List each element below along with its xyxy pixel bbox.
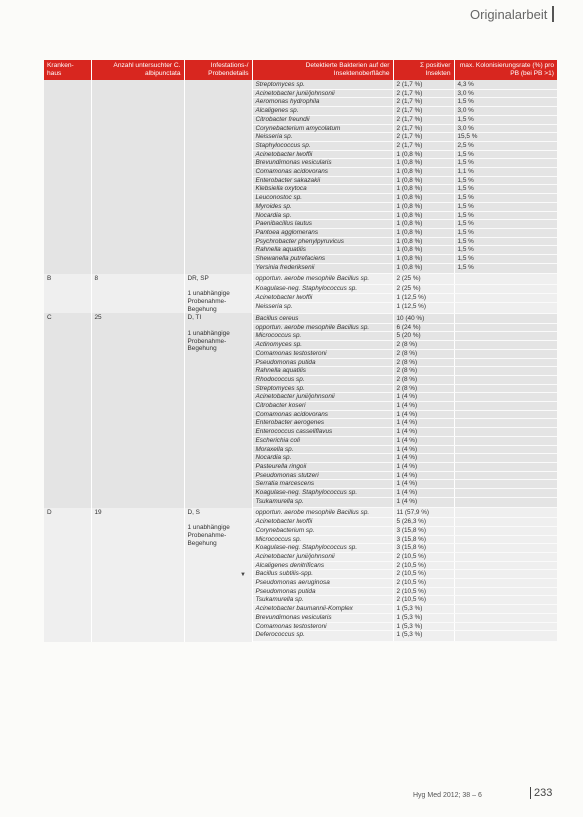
rate-cell [454, 293, 557, 302]
table-row [44, 313, 557, 323]
bacterium-cell: opportun. aerobe mesophile Bacillus sp. [252, 508, 393, 518]
bacterium-cell: Acinetobacter lwoffii [252, 293, 393, 302]
table-row [44, 508, 557, 518]
table-row [44, 274, 557, 284]
rate-cell [454, 605, 557, 614]
details-cell [184, 274, 252, 314]
bacterium-cell: Brevundimonas vesicularis [252, 159, 393, 168]
bacterium-cell: Enterococcus casseliflavus [252, 428, 393, 437]
bacterium-cell: Bacillus cereus [252, 313, 393, 323]
positive-cell: 1 (0,8 %) [393, 159, 454, 168]
table-header [44, 60, 557, 80]
positive-cell: 2 (1,7 %) [393, 124, 454, 133]
details-line: 1 unabhängige [187, 329, 230, 337]
details-line: 1 unabhängige [187, 524, 230, 532]
positive-cell: 2 (8 %) [393, 349, 454, 358]
rate-cell [454, 393, 557, 402]
details-cell [184, 80, 252, 274]
positive-cell: 2 (8 %) [393, 375, 454, 384]
positive-cell: 2 (10,5 %) [393, 570, 454, 579]
positive-cell: 10 (40 %) [393, 313, 454, 323]
rate-cell: 15,5 % [454, 133, 557, 142]
column-header-bacteria: Detektierte Bakterien auf der Insektenoberfläche [252, 60, 393, 80]
rate-cell [454, 419, 557, 428]
column-header-details: Infestations-/ Probendetails [184, 60, 252, 80]
bacterium-cell: Acinetobacter junii/johnsonii [252, 552, 393, 561]
positive-cell: 2 (8 %) [393, 367, 454, 376]
positive-cell: 2 (25 %) [393, 284, 454, 293]
positive-cell: 1 (0,8 %) [393, 255, 454, 264]
bacterium-cell: Rahnella aquatilis [252, 246, 393, 255]
rate-cell: 1,5 % [454, 202, 557, 211]
positive-cell: 1 (5,3 %) [393, 622, 454, 631]
bacterium-cell: Tsukamurella sp. [252, 497, 393, 508]
details-line: Probenahme- [187, 298, 227, 306]
bacterium-cell: Yersinia frederiksenii [252, 263, 393, 274]
bacterium-cell: Acinetobacter junii/johnsonii [252, 393, 393, 402]
bacterium-cell: Klebsiella oxytoca [252, 185, 393, 194]
hospital-cell [44, 80, 91, 274]
details-line [188, 283, 249, 291]
count-cell: 19 [91, 508, 184, 642]
rate-cell: 1,5 % [454, 194, 557, 203]
positive-cell: 1 (0,8 %) [393, 228, 454, 237]
bacterium-cell: Koagulase-neg. Staphylococcus sp. [252, 489, 393, 498]
positive-cell: 2 (1,7 %) [393, 115, 454, 124]
rate-cell [454, 544, 557, 553]
positive-cell: 1 (0,8 %) [393, 185, 454, 194]
rate-cell: 1,5 % [454, 220, 557, 229]
bacterium-cell: Enterobacter sakazakii [252, 176, 393, 185]
positive-cell: 1 (4 %) [393, 428, 454, 437]
rate-cell: 1,5 % [454, 228, 557, 237]
rate-cell [454, 508, 557, 518]
hospital-cell: D [44, 508, 91, 642]
positive-cell: 1 (4 %) [393, 489, 454, 498]
rate-cell [454, 462, 557, 471]
rate-cell: 1,5 % [454, 263, 557, 274]
bacterium-cell: Alcaligenes sp. [252, 107, 393, 116]
positive-cell: 3 (15,8 %) [393, 535, 454, 544]
positive-cell: 1 (4 %) [393, 471, 454, 480]
rate-cell: 1,5 % [454, 159, 557, 168]
positive-cell: 2 (8 %) [393, 384, 454, 393]
positive-cell: 1 (0,8 %) [393, 220, 454, 229]
bacterium-cell: Comamonas testosteroni [252, 622, 393, 631]
hospital-cell: C [44, 313, 91, 507]
positive-cell: 1 (0,8 %) [393, 211, 454, 220]
positive-cell: 2 (10,5 %) [393, 561, 454, 570]
positive-cell: 1 (4 %) [393, 480, 454, 489]
positive-cell: 5 (26,3 %) [393, 518, 454, 527]
bacterium-cell: Pseudomonas putida [252, 587, 393, 596]
rate-cell [454, 436, 557, 445]
bacterium-cell: Acinetobacter lwoffii [252, 150, 393, 159]
bacterium-cell: Micrococcus sp. [252, 332, 393, 341]
bacterium-cell: Corynebacterium sp. [252, 526, 393, 535]
positive-cell: 1 (12,5 %) [393, 293, 454, 302]
positive-cell: 1 (0,8 %) [393, 150, 454, 159]
bacterium-cell: Nocardia sp. [252, 454, 393, 463]
section-divider [552, 6, 554, 22]
positive-cell: 1 (4 %) [393, 436, 454, 445]
rate-cell [454, 284, 557, 293]
details-line: DR, SP [187, 274, 209, 282]
hospital-group [44, 274, 557, 314]
bacterium-cell: Rahnella aquatilis [252, 367, 393, 376]
positive-cell: 1 (5,3 %) [393, 631, 454, 642]
rate-cell: 3,0 % [454, 124, 557, 133]
count-cell: 25 [91, 313, 184, 507]
bacterium-cell: Tsukamurella sp. [252, 596, 393, 605]
details-line: Probenahme- [187, 337, 227, 345]
bacterium-cell: Citrobacter koseri [252, 402, 393, 411]
bacterium-cell: Pasteurella ringoii [252, 462, 393, 471]
rate-cell: 1,5 % [454, 115, 557, 124]
positive-cell: 2 (10,5 %) [393, 579, 454, 588]
column-header-hospital: Kranken-haus [44, 60, 91, 80]
column-header-positive: Σ positiver Insekten [393, 60, 454, 80]
positive-cell: 1 (5,3 %) [393, 605, 454, 614]
positive-cell: 1 (0,8 %) [393, 263, 454, 274]
positive-cell: 3 (15,8 %) [393, 526, 454, 535]
column-header-count: Anzahl untersuchter C. albipunctata [91, 60, 184, 80]
rate-cell [454, 428, 557, 437]
journal-citation: Hyg Med 2012; 38 – 6 [413, 792, 482, 799]
positive-cell: 2 (10,5 %) [393, 596, 454, 605]
rate-cell [454, 302, 557, 313]
details-line: Begehung [187, 539, 217, 547]
positive-cell: 2 (1,7 %) [393, 107, 454, 116]
positive-cell: 1 (12,5 %) [393, 302, 454, 313]
bacterium-cell: Pseudomonas putida [252, 358, 393, 367]
bacterium-cell: Moraxella sp. [252, 445, 393, 454]
page-number: 233 [530, 787, 552, 799]
details-line: Begehung [187, 305, 217, 313]
positive-cell: 1 (4 %) [393, 410, 454, 419]
positive-cell: 2 (25 %) [393, 274, 454, 284]
arrow-down-icon: ▼ [240, 572, 246, 578]
rate-cell [454, 613, 557, 622]
rate-cell: 1,5 % [454, 255, 557, 264]
positive-cell: 1 (0,8 %) [393, 202, 454, 211]
column-header-rate: max. Kolonisierungsrate (%) pro PB (bei PB >1) [454, 60, 557, 80]
rate-cell [454, 622, 557, 631]
results-table [44, 60, 557, 642]
rate-cell: 3,0 % [454, 107, 557, 116]
rate-cell [454, 341, 557, 350]
bacterium-cell: Bacillus subtilis-spp. [252, 570, 393, 579]
rate-cell [454, 349, 557, 358]
positive-cell: 1 (4 %) [393, 402, 454, 411]
rate-cell [454, 358, 557, 367]
rate-cell: 1,5 % [454, 185, 557, 194]
bacterium-cell: Comamonas acidovorans [252, 410, 393, 419]
rate-cell [454, 489, 557, 498]
positive-cell: 1 (4 %) [393, 393, 454, 402]
details-line [188, 322, 249, 330]
positive-cell: 2 (10,5 %) [393, 587, 454, 596]
positive-cell: 2 (10,5 %) [393, 552, 454, 561]
bacterium-cell: Streptomyces sp. [252, 80, 393, 89]
bacterium-cell: opportun. aerobe mesophile Bacillus sp. [252, 274, 393, 284]
positive-cell: 2 (8 %) [393, 358, 454, 367]
rate-cell [454, 518, 557, 527]
bacterium-cell: Neisseria sp. [252, 133, 393, 142]
positive-cell: 6 (24 %) [393, 323, 454, 332]
bacterium-cell: Staphylococcus sp. [252, 141, 393, 150]
count-cell [91, 80, 184, 274]
positive-cell: 2 (1,7 %) [393, 141, 454, 150]
bacterium-cell: Paenibacillus lautus [252, 220, 393, 229]
hospital-group [44, 313, 557, 507]
rate-cell: 1,5 % [454, 98, 557, 107]
rate-cell [454, 480, 557, 489]
bacterium-cell: Leuconostoc sp. [252, 194, 393, 203]
rate-cell: 1,5 % [454, 211, 557, 220]
rate-cell [454, 552, 557, 561]
rate-cell [454, 497, 557, 508]
details-line: Begehung [187, 345, 217, 353]
rate-cell: 2,5 % [454, 141, 557, 150]
bacterium-cell: Rhodococcus sp. [252, 375, 393, 384]
positive-cell: 5 (20 %) [393, 332, 454, 341]
rate-cell [454, 367, 557, 376]
bacterium-cell: Myroides sp. [252, 202, 393, 211]
bacterium-cell: Actinomyces sp. [252, 341, 393, 350]
bacterium-cell: Enterobacter aerogenes [252, 419, 393, 428]
rate-cell [454, 596, 557, 605]
rate-cell [454, 313, 557, 323]
details-line: D, S [187, 508, 200, 516]
bacterium-cell: Pseudomonas stutzeri [252, 471, 393, 480]
count-cell: 8 [91, 274, 184, 314]
section-label: Originalarbeit [470, 7, 548, 22]
rate-cell [454, 526, 557, 535]
rate-cell [454, 410, 557, 419]
bacterium-cell: Citrobacter freundii [252, 115, 393, 124]
hospital-cell: B [44, 274, 91, 314]
rate-cell [454, 631, 557, 642]
rate-cell [454, 274, 557, 284]
positive-cell: 3 (15,8 %) [393, 544, 454, 553]
rate-cell: 1,5 % [454, 246, 557, 255]
hospital-group [44, 80, 557, 274]
bacterium-cell: Brevundimonas vesicularis [252, 613, 393, 622]
bacterium-cell: Nocardia sp. [252, 211, 393, 220]
bacterium-cell: Serratia marcescens [252, 480, 393, 489]
positive-cell: 1 (0,8 %) [393, 176, 454, 185]
rate-cell [454, 570, 557, 579]
rate-cell [454, 323, 557, 332]
rate-cell: 3,0 % [454, 89, 557, 98]
rate-cell [454, 579, 557, 588]
positive-cell: 1 (4 %) [393, 497, 454, 508]
bacterium-cell: Comamonas acidovorans [252, 168, 393, 177]
positive-cell: 2 (8 %) [393, 341, 454, 350]
bacterium-cell: Alcaligenes denitrificans [252, 561, 393, 570]
bacterium-cell: Streptomyces sp. [252, 384, 393, 393]
positive-cell: 2 (1,7 %) [393, 133, 454, 142]
rate-cell: 1,5 % [454, 237, 557, 246]
bacterium-cell: Pantoea agglomerans [252, 228, 393, 237]
rate-cell [454, 587, 557, 596]
positive-cell: 2 (1,7 %) [393, 80, 454, 89]
bacterium-cell: Acinetobacter junii/johnsonii [252, 89, 393, 98]
bacterium-cell: Neisseria sp. [252, 302, 393, 313]
positive-cell: 2 (1,7 %) [393, 89, 454, 98]
rate-cell: 1,5 % [454, 150, 557, 159]
positive-cell: 1 (0,8 %) [393, 194, 454, 203]
bacterium-cell: opportun. aerobe mesophile Bacillus sp. [252, 323, 393, 332]
rate-cell [454, 535, 557, 544]
bacterium-cell: Acinetobacter lwoffii [252, 518, 393, 527]
positive-cell: 1 (5,3 %) [393, 613, 454, 622]
bacterium-cell: Comamonas testosteroni [252, 349, 393, 358]
positive-cell: 11 (57,9 %) [393, 508, 454, 518]
bacterium-cell: Koagulase-neg. Staphylococcus sp. [252, 284, 393, 293]
positive-cell: 1 (4 %) [393, 445, 454, 454]
rate-cell: 1,5 % [454, 176, 557, 185]
rate-cell: 4,3 % [454, 80, 557, 89]
positive-cell: 1 (0,8 %) [393, 246, 454, 255]
rate-cell [454, 332, 557, 341]
table-row [44, 80, 557, 89]
bacterium-cell: Micrococcus sp. [252, 535, 393, 544]
bacterium-cell: Koagulase-neg. Staphylococcus sp. [252, 544, 393, 553]
rate-cell [454, 454, 557, 463]
rate-cell [454, 402, 557, 411]
bacterium-cell: Acinetobacter baumannii-Komplex [252, 605, 393, 614]
rate-cell [454, 471, 557, 480]
positive-cell: 2 (1,7 %) [393, 98, 454, 107]
bacterium-cell: Aeromonas hydrophila [252, 98, 393, 107]
rate-cell [454, 375, 557, 384]
positive-cell: 1 (0,8 %) [393, 237, 454, 246]
positive-cell: 1 (4 %) [393, 454, 454, 463]
rate-cell [454, 445, 557, 454]
bacterium-cell: Shewanella putrefaciens [252, 255, 393, 264]
details-line: 1 unabhängige [187, 290, 230, 298]
details-line: D, TI [187, 314, 202, 322]
bacterium-cell: Psychrobacter phenylpyruvicus [252, 237, 393, 246]
bacterium-cell: Escherichia coli [252, 436, 393, 445]
details-cell [184, 313, 252, 507]
rate-cell [454, 384, 557, 393]
details-line: Probenahme- [187, 532, 227, 540]
hospital-group [44, 508, 557, 642]
rate-cell: 1,1 % [454, 168, 557, 177]
bacterium-cell: Corynebacterium amycolatum [252, 124, 393, 133]
positive-cell: 1 (4 %) [393, 462, 454, 471]
details-line [188, 517, 249, 525]
positive-cell: 1 (0,8 %) [393, 168, 454, 177]
rate-cell [454, 561, 557, 570]
bacterium-cell: Pseudomonas aeruginosa [252, 579, 393, 588]
positive-cell: 1 (4 %) [393, 419, 454, 428]
bacterium-cell: Deferococcus sp. [252, 631, 393, 642]
